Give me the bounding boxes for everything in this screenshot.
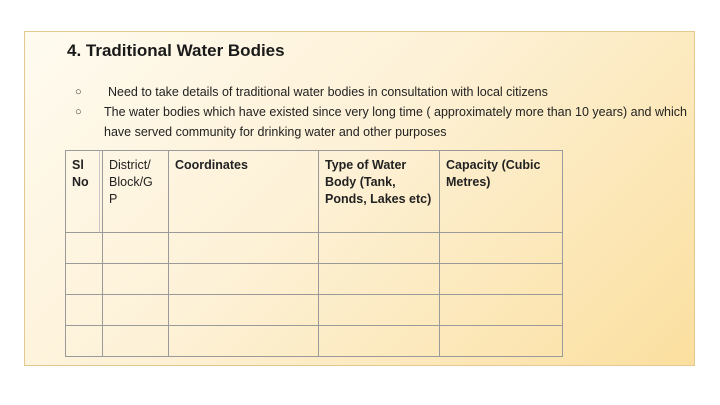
header-district-block-gp: District/ Block/G P <box>103 151 169 233</box>
table-cell <box>440 295 563 326</box>
bullet-text: Need to take details of traditional water bodies in consultation with local citizens <box>108 85 548 99</box>
table-row <box>66 233 563 264</box>
table-cell <box>103 233 169 264</box>
table-cell <box>319 326 440 357</box>
table-cell <box>169 295 319 326</box>
table-header-row <box>66 151 563 233</box>
table-cell <box>103 326 169 357</box>
table-cell <box>103 295 169 326</box>
table-cell <box>440 326 563 357</box>
table-cell <box>319 264 440 295</box>
table-cell <box>66 326 103 357</box>
bullet-item <box>75 82 695 102</box>
bullet-list <box>75 82 695 142</box>
table-cell <box>319 295 440 326</box>
table-cell <box>169 326 319 357</box>
header-coordinates: Coordinates <box>169 151 319 233</box>
section-title: 4. Traditional Water Bodies <box>67 41 285 60</box>
table-cell <box>66 233 103 264</box>
table-cell <box>440 264 563 295</box>
table-row <box>66 264 563 295</box>
table-cell <box>66 264 103 295</box>
header-water-body-type: Type of Water Body (Tank, Ponds, Lakes etc) <box>319 151 440 233</box>
table-cell <box>169 233 319 264</box>
bullet-item <box>75 102 695 142</box>
table-cell <box>66 295 103 326</box>
table-cell <box>319 233 440 264</box>
table-cell <box>169 264 319 295</box>
table-cell <box>440 233 563 264</box>
circle-bullet-icon: ○ <box>75 106 82 118</box>
table-cell <box>103 264 169 295</box>
table-row <box>66 295 563 326</box>
circle-bullet-icon: ○ <box>75 86 82 98</box>
bullet-text: The water bodies which have existed since very long time ( approximately more than 10 years) and which have served community for drinking water and other purposes <box>104 105 687 139</box>
table-row <box>66 326 563 357</box>
header-capacity: Capacity (Cubic Metres) <box>440 151 563 233</box>
water-bodies-table <box>65 150 563 357</box>
header-sl-no: Sl No <box>66 151 103 233</box>
